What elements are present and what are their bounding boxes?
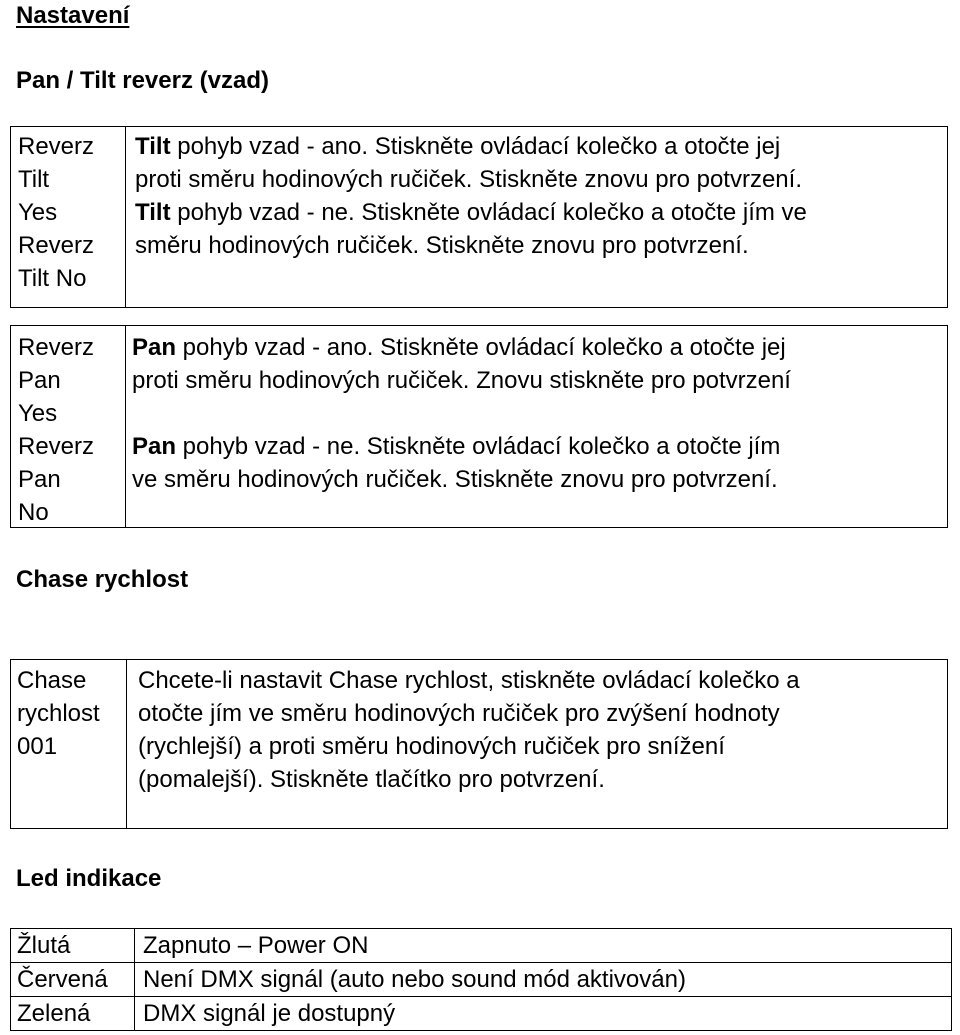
pan-reverse-label — [18, 331, 94, 529]
table-row — [11, 929, 952, 963]
desc-line: Chcete-li nastavit Chase rychlost, stiskněte ovládací kolečko a — [138, 667, 800, 694]
led-color: Zelená — [11, 997, 135, 1031]
desc-line: (rychlejší) a proti směru hodinových ručiček pro snížení — [138, 733, 725, 760]
label-line: Yes — [18, 199, 58, 226]
spacer — [132, 397, 791, 430]
entry-line — [135, 130, 807, 163]
led-meaning: DMX signál je dostupný — [135, 997, 952, 1031]
entry-line — [135, 196, 807, 229]
label-line: rychlost — [17, 700, 100, 727]
led-meaning: Zapnuto – Power ON — [135, 929, 952, 963]
chase-speed-label — [17, 664, 100, 763]
label-line: Chase — [17, 667, 87, 694]
entry-key: Pan — [132, 433, 177, 460]
table-row — [11, 963, 952, 997]
entry-line: směru hodinových ručiček. Stiskněte znovu pro potvrzení. — [135, 232, 749, 259]
label-line: Reverz — [18, 232, 95, 259]
entry-text: pohyb vzad - ne. Stiskněte ovládací kolečko a otočte jím — [176, 433, 781, 460]
chase-speed-row — [10, 659, 948, 829]
pantilt-heading: Pan / Tilt reverz (vzad) — [16, 67, 269, 94]
entry-line — [132, 430, 791, 463]
entry-line — [132, 331, 791, 364]
entry-line: ve směru hodinových ručiček. Stiskněte znovu pro potvrzení. — [132, 466, 778, 493]
desc-line: otočte jím ve směru hodinových ručiček pro zvýšení hodnoty — [138, 700, 780, 727]
tilt-reverse-label — [18, 130, 94, 295]
led-table — [10, 928, 952, 1031]
led-color: Žlutá — [11, 929, 135, 963]
chase-speed-description — [138, 664, 800, 796]
pan-reverse-description — [132, 331, 791, 496]
label-line: Pan — [18, 466, 61, 493]
entry-text: pohyb vzad - ne. Stiskněte ovládací kolečko a otočte jím ve — [170, 199, 807, 226]
desc-line: (pomalejší). Stiskněte tlačítko pro potvrzení. — [138, 766, 605, 793]
label-line: Yes — [18, 400, 58, 427]
chase-heading: Chase rychlost — [16, 566, 189, 593]
label-line: 001 — [17, 733, 58, 760]
entry-key: Tilt — [135, 133, 171, 160]
led-heading: Led indikace — [16, 865, 162, 892]
page-title: Nastavení — [16, 2, 130, 29]
label-line: Reverz — [18, 334, 95, 361]
entry-key: Tilt — [135, 199, 171, 226]
column-divider — [126, 660, 127, 828]
entry-line: proti směru hodinových ručiček. Znovu stiskněte pro potvrzení — [132, 367, 791, 394]
label-line: No — [18, 499, 49, 526]
led-meaning: Není DMX signál (auto nebo sound mód aktivován) — [135, 963, 952, 997]
label-line: Pan — [18, 367, 61, 394]
table-row — [11, 997, 952, 1031]
tilt-reverse-row — [10, 126, 948, 308]
label-line: Reverz — [18, 133, 95, 160]
column-divider — [125, 127, 126, 307]
label-line: Reverz — [18, 433, 95, 460]
label-line: Tilt — [18, 166, 50, 193]
pan-reverse-row — [10, 325, 948, 528]
tilt-reverse-description — [135, 130, 807, 262]
led-color: Červená — [11, 963, 135, 997]
column-divider — [125, 326, 126, 527]
entry-text: pohyb vzad - ano. Stiskněte ovládací kolečko a otočte jej — [176, 334, 786, 361]
entry-key: Pan — [132, 334, 177, 361]
entry-text: pohyb vzad - ano. Stiskněte ovládací kolečko a otočte jej — [170, 133, 781, 160]
label-line: Tilt No — [18, 265, 87, 292]
entry-line: proti směru hodinových ručiček. Stiskněte znovu pro potvrzení. — [135, 166, 802, 193]
